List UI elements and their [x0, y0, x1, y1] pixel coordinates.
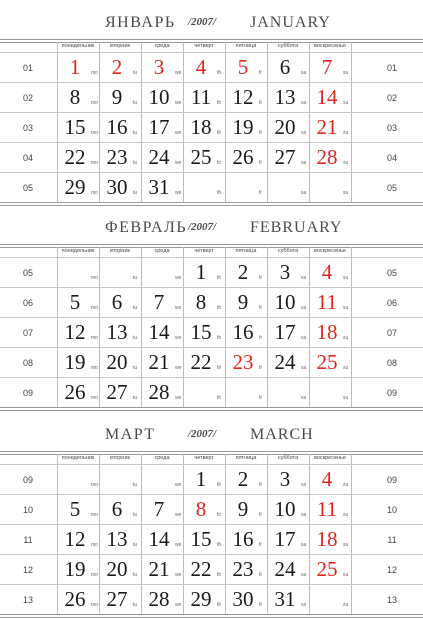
weekday-header: воскресенье	[314, 43, 346, 49]
day-number: 23	[106, 145, 128, 169]
day-abbr: fr	[259, 395, 263, 401]
weekday-header: понедельник	[61, 43, 95, 49]
day-number: 24	[274, 557, 296, 581]
week-number-left: 08	[22, 358, 33, 368]
weekday-header: среда	[154, 248, 170, 254]
day-abbr: su	[343, 275, 349, 281]
day-abbr: tu	[133, 100, 138, 106]
day-abbr: fr	[259, 130, 263, 136]
week-number-right: 12	[386, 565, 397, 575]
day-abbr: sa	[301, 100, 307, 106]
row-divider	[0, 142, 423, 143]
day-abbr: th	[217, 512, 222, 518]
row-divider	[0, 347, 423, 348]
day-abbr: mo	[91, 160, 98, 166]
day-number: 14	[316, 85, 338, 109]
day-abbr: we	[175, 335, 182, 341]
divider	[0, 410, 423, 411]
week-number-right: 05	[386, 183, 397, 193]
divider	[0, 451, 423, 452]
day-number: 12	[64, 320, 86, 344]
day-abbr: su	[343, 482, 349, 488]
year-label: /2007/	[188, 16, 217, 28]
day-abbr: su	[343, 512, 349, 518]
day-abbr: fr	[259, 70, 263, 76]
day-abbr: th	[217, 190, 222, 196]
day-number: 15	[190, 527, 212, 551]
week-number-left: 07	[22, 328, 33, 338]
day-abbr: we	[175, 365, 182, 371]
week-number-right: 02	[386, 93, 397, 103]
row-divider	[0, 257, 423, 258]
weekday-header: суббота	[277, 43, 299, 49]
week-number-left: 03	[22, 123, 33, 133]
day-number: 20	[106, 557, 128, 581]
day-number: 1	[195, 260, 207, 284]
day-number: 19	[64, 557, 86, 581]
day-number: 25	[190, 145, 212, 169]
day-number: 13	[106, 320, 128, 344]
day-number: 23	[232, 350, 254, 374]
row-divider	[0, 377, 423, 378]
day-abbr: tu	[133, 70, 138, 76]
day-number: 5	[69, 497, 81, 521]
day-number: 3	[279, 260, 291, 284]
day-number: 24	[274, 350, 296, 374]
day-abbr: th	[217, 130, 222, 136]
day-number: 2	[111, 55, 123, 79]
day-abbr: fr	[259, 512, 263, 518]
row-divider	[0, 82, 423, 83]
row-divider	[0, 464, 423, 465]
day-abbr: mo	[91, 602, 98, 608]
day-number: 25	[316, 557, 338, 581]
day-abbr: su	[343, 395, 349, 401]
day-abbr: th	[217, 365, 222, 371]
week-number-left: 02	[22, 93, 33, 103]
day-number: 15	[64, 115, 86, 139]
month-name-ru: ЯНВАРЬ	[105, 14, 176, 31]
day-number: 8	[195, 497, 207, 521]
day-abbr: th	[217, 395, 222, 401]
day-abbr: we	[175, 305, 182, 311]
day-abbr: fr	[259, 305, 263, 311]
weekday-header: пятница	[235, 455, 257, 461]
day-abbr: tu	[133, 160, 138, 166]
day-number: 11	[316, 290, 338, 314]
day-number: 6	[111, 290, 123, 314]
month-name-en: FEBRUARY	[250, 219, 343, 236]
day-abbr: th	[217, 482, 222, 488]
day-abbr: th	[217, 70, 222, 76]
day-number: 2	[237, 467, 249, 491]
day-abbr: tu	[133, 395, 138, 401]
day-number: 14	[148, 527, 170, 551]
year-label: /2007/	[188, 428, 217, 440]
day-number: 27	[274, 145, 296, 169]
week-number-left: 10	[22, 505, 33, 515]
day-abbr: th	[217, 602, 222, 608]
day-number: 8	[69, 85, 81, 109]
weekday-header: четверг	[194, 455, 214, 461]
day-abbr: sa	[301, 275, 307, 281]
day-number: 12	[232, 85, 254, 109]
day-abbr: th	[217, 335, 222, 341]
day-abbr: we	[175, 130, 182, 136]
day-number: 15	[190, 320, 212, 344]
day-abbr: sa	[301, 190, 307, 196]
month-name-ru: ФЕВРАЛЬ	[105, 219, 188, 236]
day-number: 16	[232, 527, 254, 551]
day-abbr: fr	[259, 160, 263, 166]
row-divider	[0, 407, 423, 408]
day-abbr: tu	[133, 602, 138, 608]
week-number-left: 01	[22, 63, 33, 73]
day-number: 26	[64, 587, 86, 611]
weekday-header: пятница	[235, 248, 257, 254]
week-number-left: 13	[22, 595, 33, 605]
day-abbr: tu	[133, 335, 138, 341]
day-number: 22	[190, 557, 212, 581]
day-number: 7	[153, 290, 165, 314]
week-number-left: 05	[22, 183, 33, 193]
day-abbr: mo	[91, 572, 98, 578]
day-abbr: tu	[133, 305, 138, 311]
day-abbr: sa	[301, 602, 307, 608]
day-abbr: fr	[259, 482, 263, 488]
day-number: 31	[274, 587, 296, 611]
year-label: /2007/	[188, 221, 217, 233]
weekday-header: воскресенье	[314, 455, 346, 461]
day-abbr: fr	[259, 542, 263, 548]
row-divider	[0, 584, 423, 585]
weekday-header: понедельник	[61, 455, 95, 461]
day-abbr: mo	[91, 130, 98, 136]
day-abbr: fr	[259, 190, 263, 196]
week-number-right: 05	[386, 268, 397, 278]
row-divider	[0, 52, 423, 53]
row-divider	[0, 494, 423, 495]
day-abbr: tu	[133, 482, 138, 488]
day-abbr: su	[343, 572, 349, 578]
day-abbr: tu	[133, 130, 138, 136]
day-abbr: su	[343, 335, 349, 341]
day-number: 18	[190, 115, 212, 139]
day-number: 18	[316, 527, 338, 551]
week-number-right: 09	[386, 388, 397, 398]
day-abbr: we	[175, 190, 182, 196]
weekday-header: вторник	[110, 43, 130, 49]
month-name-ru: МАРТ	[105, 426, 156, 443]
day-number: 25	[316, 350, 338, 374]
day-number: 12	[64, 527, 86, 551]
week-number-left: 12	[22, 565, 33, 575]
day-number: 6	[111, 497, 123, 521]
day-abbr: sa	[301, 335, 307, 341]
day-number: 3	[153, 55, 165, 79]
day-number: 19	[64, 350, 86, 374]
day-abbr: su	[343, 305, 349, 311]
day-number: 20	[274, 115, 296, 139]
day-abbr: mo	[91, 70, 98, 76]
day-number: 18	[316, 320, 338, 344]
day-number: 16	[106, 115, 128, 139]
day-abbr: we	[175, 70, 182, 76]
day-number: 23	[232, 557, 254, 581]
week-number-right: 10	[386, 505, 397, 515]
day-number: 21	[316, 115, 338, 139]
week-number-right: 04	[386, 153, 397, 163]
day-number: 7	[321, 55, 333, 79]
day-number: 22	[190, 350, 212, 374]
day-abbr: mo	[91, 100, 98, 106]
weekday-header: четверг	[194, 248, 214, 254]
day-number: 8	[195, 290, 207, 314]
week-number-left: 11	[23, 535, 33, 545]
day-number: 24	[148, 145, 170, 169]
day-abbr: we	[175, 100, 182, 106]
month-block	[0, 0, 423, 200]
week-number-left: 05	[22, 268, 33, 278]
day-number: 5	[237, 55, 249, 79]
day-abbr: th	[217, 542, 222, 548]
day-abbr: sa	[301, 542, 307, 548]
weekday-header: пятница	[235, 43, 257, 49]
day-number: 20	[106, 350, 128, 374]
day-abbr: fr	[259, 365, 263, 371]
row-divider	[0, 524, 423, 525]
day-abbr: su	[343, 365, 349, 371]
day-abbr: mo	[91, 305, 98, 311]
day-abbr: we	[175, 602, 182, 608]
day-abbr: tu	[133, 275, 138, 281]
day-number: 6	[279, 55, 291, 79]
day-number: 26	[232, 145, 254, 169]
day-number: 9	[237, 290, 249, 314]
month-block	[0, 205, 423, 405]
day-number: 17	[148, 115, 170, 139]
week-number-left: 09	[22, 388, 33, 398]
day-number: 10	[148, 85, 170, 109]
day-number: 10	[274, 290, 296, 314]
month-name-en: JANUARY	[250, 14, 331, 31]
day-abbr: we	[175, 572, 182, 578]
day-abbr: sa	[301, 395, 307, 401]
day-number: 27	[106, 587, 128, 611]
day-abbr: we	[175, 395, 182, 401]
row-divider	[0, 112, 423, 113]
week-number-right: 07	[386, 328, 397, 338]
day-abbr: su	[343, 190, 349, 196]
day-abbr: we	[175, 275, 182, 281]
month-name-en: MARCH	[250, 426, 314, 443]
column-divider	[351, 42, 352, 202]
day-abbr: th	[217, 160, 222, 166]
day-number: 11	[316, 497, 338, 521]
day-number: 4	[321, 260, 333, 284]
day-number: 17	[274, 320, 296, 344]
day-abbr: we	[175, 160, 182, 166]
divider	[0, 244, 423, 245]
week-number-right: 06	[386, 298, 397, 308]
day-abbr: sa	[301, 572, 307, 578]
column-divider	[351, 247, 352, 407]
day-abbr: su	[343, 100, 349, 106]
day-abbr: su	[343, 542, 349, 548]
week-number-right: 11	[387, 535, 397, 545]
day-number: 7	[153, 497, 165, 521]
day-number: 11	[190, 85, 212, 109]
weekday-header: вторник	[110, 248, 130, 254]
day-number: 13	[274, 85, 296, 109]
day-abbr: mo	[91, 275, 98, 281]
weekday-header: среда	[154, 455, 170, 461]
day-abbr: mo	[91, 542, 98, 548]
day-number: 1	[195, 467, 207, 491]
day-abbr: su	[343, 70, 349, 76]
day-number: 28	[148, 587, 170, 611]
day-abbr: su	[343, 130, 349, 136]
weekday-header: понедельник	[61, 248, 95, 254]
month-title	[0, 205, 423, 245]
day-abbr: sa	[301, 70, 307, 76]
row-divider	[0, 614, 423, 615]
week-number-right: 08	[386, 358, 397, 368]
day-abbr: mo	[91, 512, 98, 518]
day-number: 16	[232, 320, 254, 344]
day-abbr: fr	[259, 572, 263, 578]
weekday-header: суббота	[277, 455, 299, 461]
day-abbr: th	[217, 305, 222, 311]
row-divider	[0, 172, 423, 173]
day-number: 3	[279, 467, 291, 491]
day-abbr: mo	[91, 190, 98, 196]
day-number: 26	[64, 380, 86, 404]
day-abbr: su	[343, 602, 349, 608]
day-number: 9	[111, 85, 123, 109]
week-number-left: 04	[22, 153, 33, 163]
day-abbr: mo	[91, 482, 98, 488]
day-abbr: fr	[259, 100, 263, 106]
day-abbr: th	[217, 572, 222, 578]
row-divider	[0, 554, 423, 555]
day-number: 30	[232, 587, 254, 611]
day-number: 28	[316, 145, 338, 169]
day-abbr: sa	[301, 482, 307, 488]
weekday-header: воскресенье	[314, 248, 346, 254]
day-abbr: th	[217, 100, 222, 106]
month-title	[0, 412, 423, 452]
row-divider	[0, 287, 423, 288]
day-abbr: mo	[91, 365, 98, 371]
day-abbr: tu	[133, 542, 138, 548]
day-number: 29	[64, 175, 86, 199]
day-abbr: sa	[301, 305, 307, 311]
day-abbr: tu	[133, 190, 138, 196]
day-number: 4	[321, 467, 333, 491]
day-number: 4	[195, 55, 207, 79]
day-abbr: th	[217, 275, 222, 281]
weekday-header: суббота	[277, 248, 299, 254]
day-number: 19	[232, 115, 254, 139]
month-block	[0, 412, 423, 612]
weekday-header: среда	[154, 43, 170, 49]
day-number: 1	[69, 55, 81, 79]
row-divider	[0, 202, 423, 203]
day-number: 21	[148, 557, 170, 581]
day-number: 30	[106, 175, 128, 199]
week-number-right: 13	[386, 595, 397, 605]
week-number-right: 09	[386, 475, 397, 485]
day-number: 17	[274, 527, 296, 551]
week-number-right: 03	[386, 123, 397, 133]
day-abbr: fr	[259, 335, 263, 341]
day-number: 14	[148, 320, 170, 344]
day-abbr: tu	[133, 365, 138, 371]
day-number: 28	[148, 380, 170, 404]
week-number-left: 06	[22, 298, 33, 308]
column-divider	[351, 454, 352, 614]
day-abbr: fr	[259, 275, 263, 281]
week-number-left: 09	[22, 475, 33, 485]
day-number: 27	[106, 380, 128, 404]
day-number: 10	[274, 497, 296, 521]
day-abbr: fr	[259, 602, 263, 608]
day-abbr: sa	[301, 365, 307, 371]
row-divider	[0, 317, 423, 318]
day-number: 29	[190, 587, 212, 611]
month-title	[0, 0, 423, 40]
day-abbr: mo	[91, 335, 98, 341]
day-abbr: we	[175, 542, 182, 548]
day-number: 2	[237, 260, 249, 284]
day-number: 13	[106, 527, 128, 551]
day-abbr: sa	[301, 512, 307, 518]
week-number-right: 01	[386, 63, 397, 73]
day-number: 21	[148, 350, 170, 374]
day-abbr: tu	[133, 512, 138, 518]
day-abbr: we	[175, 482, 182, 488]
day-abbr: tu	[133, 572, 138, 578]
day-number: 5	[69, 290, 81, 314]
day-abbr: we	[175, 512, 182, 518]
day-abbr: sa	[301, 130, 307, 136]
day-abbr: sa	[301, 160, 307, 166]
day-abbr: su	[343, 160, 349, 166]
day-number: 31	[148, 175, 170, 199]
weekday-header: вторник	[110, 455, 130, 461]
day-number: 9	[237, 497, 249, 521]
divider	[0, 39, 423, 40]
day-number: 22	[64, 145, 86, 169]
day-abbr: mo	[91, 395, 98, 401]
weekday-header: четверг	[194, 43, 214, 49]
